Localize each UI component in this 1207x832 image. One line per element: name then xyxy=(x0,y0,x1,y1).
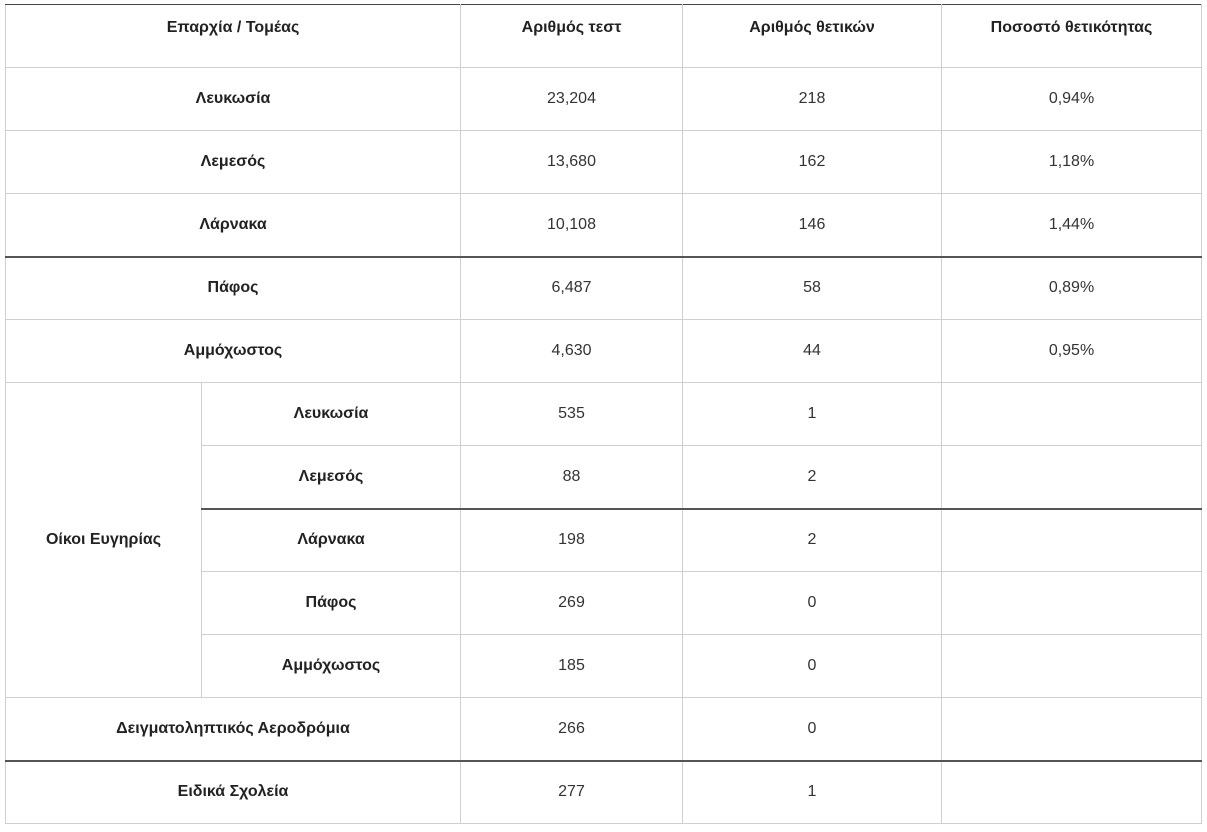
district-positives: 146 xyxy=(683,194,942,257)
care-home-tests: 198 xyxy=(461,509,683,572)
table-row xyxy=(6,257,1202,320)
table-row xyxy=(6,68,1202,131)
covid-test-results-table xyxy=(5,4,1202,824)
table-row xyxy=(6,761,1202,824)
empty-rate-cell xyxy=(942,698,1202,761)
care-home-tests: 185 xyxy=(461,635,683,698)
care-home-tests: 535 xyxy=(461,383,683,446)
district-tests: 6,487 xyxy=(461,257,683,320)
empty-rate-cell xyxy=(942,383,1202,446)
header-rate: Ποσοστό θετικότητας xyxy=(942,5,1202,68)
district-positives: 58 xyxy=(683,257,942,320)
care-home-tests: 269 xyxy=(461,572,683,635)
table-row xyxy=(6,131,1202,194)
special-schools-positives: 1 xyxy=(683,761,942,824)
district-rate: 1,18% xyxy=(942,131,1202,194)
table-row xyxy=(6,194,1202,257)
empty-rate-cell xyxy=(942,446,1202,509)
district-name: Λεμεσός xyxy=(6,131,461,194)
care-home-positives: 2 xyxy=(683,509,942,572)
district-tests: 23,204 xyxy=(461,68,683,131)
care-home-district: Λεμεσός xyxy=(202,446,461,509)
district-name: Λάρνακα xyxy=(6,194,461,257)
special-schools-tests: 277 xyxy=(461,761,683,824)
special-schools-label: Ειδικά Σχολεία xyxy=(6,761,461,824)
district-positives: 44 xyxy=(683,320,942,383)
header-tests: Αριθμός τεστ xyxy=(461,5,683,68)
empty-rate-cell xyxy=(942,572,1202,635)
district-name: Αμμόχωστος xyxy=(6,320,461,383)
district-positives: 218 xyxy=(683,68,942,131)
header-positives: Αριθμός θετικών xyxy=(683,5,942,68)
care-home-district: Πάφος xyxy=(202,572,461,635)
district-tests: 13,680 xyxy=(461,131,683,194)
empty-rate-cell xyxy=(942,635,1202,698)
empty-rate-cell xyxy=(942,509,1202,572)
district-tests: 4,630 xyxy=(461,320,683,383)
care-home-positives: 0 xyxy=(683,572,942,635)
district-name: Πάφος xyxy=(6,257,461,320)
table-row xyxy=(6,383,1202,446)
airport-label: Δειγματοληπτικός Αεροδρόμια xyxy=(6,698,461,761)
table-row xyxy=(6,698,1202,761)
airport-positives: 0 xyxy=(683,698,942,761)
header-region: Επαρχία / Τομέας xyxy=(6,5,461,68)
district-rate: 0,94% xyxy=(942,68,1202,131)
airport-tests: 266 xyxy=(461,698,683,761)
district-rate: 1,44% xyxy=(942,194,1202,257)
table-row xyxy=(6,320,1202,383)
care-home-district: Λάρνακα xyxy=(202,509,461,572)
care-home-positives: 0 xyxy=(683,635,942,698)
care-home-district: Αμμόχωστος xyxy=(202,635,461,698)
care-home-positives: 1 xyxy=(683,383,942,446)
care-home-district: Λευκωσία xyxy=(202,383,461,446)
care-homes-label: Οίκοι Ευγηρίας xyxy=(6,383,202,698)
district-positives: 162 xyxy=(683,131,942,194)
header-row xyxy=(6,5,1202,68)
empty-rate-cell xyxy=(942,761,1202,824)
district-tests: 10,108 xyxy=(461,194,683,257)
care-home-tests: 88 xyxy=(461,446,683,509)
care-home-positives: 2 xyxy=(683,446,942,509)
district-rate: 0,95% xyxy=(942,320,1202,383)
district-name: Λευκωσία xyxy=(6,68,461,131)
district-rate: 0,89% xyxy=(942,257,1202,320)
